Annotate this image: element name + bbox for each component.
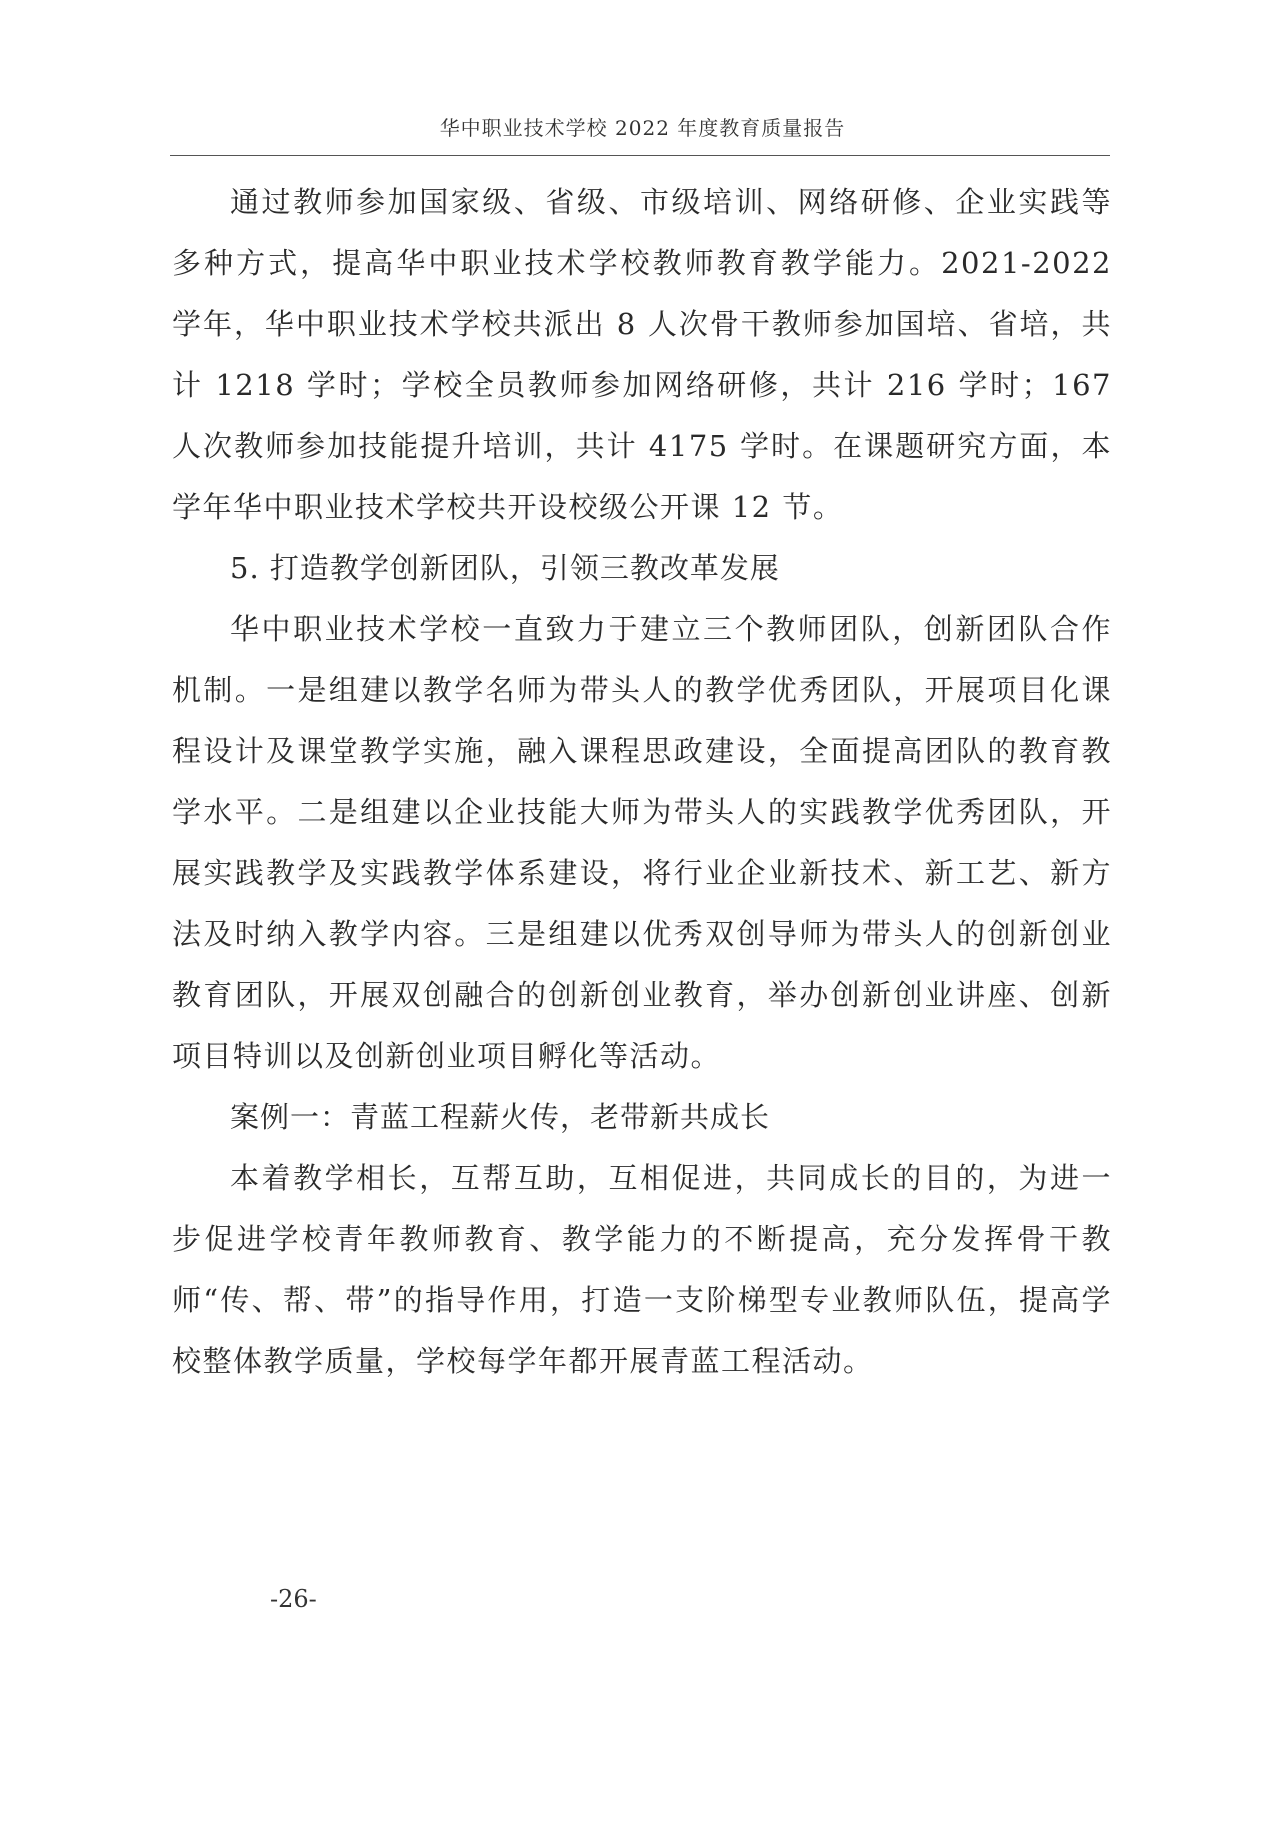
paragraph-innovation-teams: 华中职业技术学校一直致力于建立三个教师团队，创新团队合作机制。一是组建以教学名师为带头人的教学优秀团队，开展项目化课程设计及课堂教学实施，融入课程思政建设，全面提高团队的教育教学水平。二是组建以企业技能大师为带头人的实践教学优秀团队，开展实践教学及实践教学体系建设，将行业企业新技术、新工艺、新方法及时纳入教学内容。三是组建以优秀双创导师为带头人的创新创业教育团队，开展双创融合的创新创业教育，举办创新创业讲座、创新项目特训以及创新创业项目孵化等活动。: [172, 612, 1112, 1073]
paragraph-teacher-training: 通过教师参加国家级、省级、市级培训、网络研修、企业实践等多种方式，提高华中职业技术学校教师教育教学能力。2021-2022 学年，华中职业技术学校共派出 8 人次骨干教师参加国培、省培，共计 1218 学时；学校全员教师参加网络研修，共计 216 学时；167 人次教师参加技能提升培训，共计 4175 学时。在课题研究方面，本学年华中职业技术学校共开设校级公开课 12 节。: [172, 185, 1112, 524]
body-text: [172, 172, 1112, 1392]
section-heading: 5. 打造教学创新团队，引领三教改革发展: [230, 551, 780, 585]
page-number: -26-: [270, 1585, 317, 1613]
page-header: 华中职业技术学校 2022 年度教育质量报告: [439, 116, 846, 140]
header-divider: [170, 155, 1110, 156]
paragraph-case-description: 本着教学相长，互帮互助，互相促进，共同成长的目的，为进一步促进学校青年教师教育、教学能力的不断提高，充分发挥骨干教师“传、帮、带”的指导作用，打造一支阶梯型专业教师队伍，提高学校整体教学质量，学校每学年都开展青蓝工程活动。: [172, 1161, 1112, 1378]
case-title: 案例一：青蓝工程薪火传，老带新共成长: [230, 1100, 771, 1134]
